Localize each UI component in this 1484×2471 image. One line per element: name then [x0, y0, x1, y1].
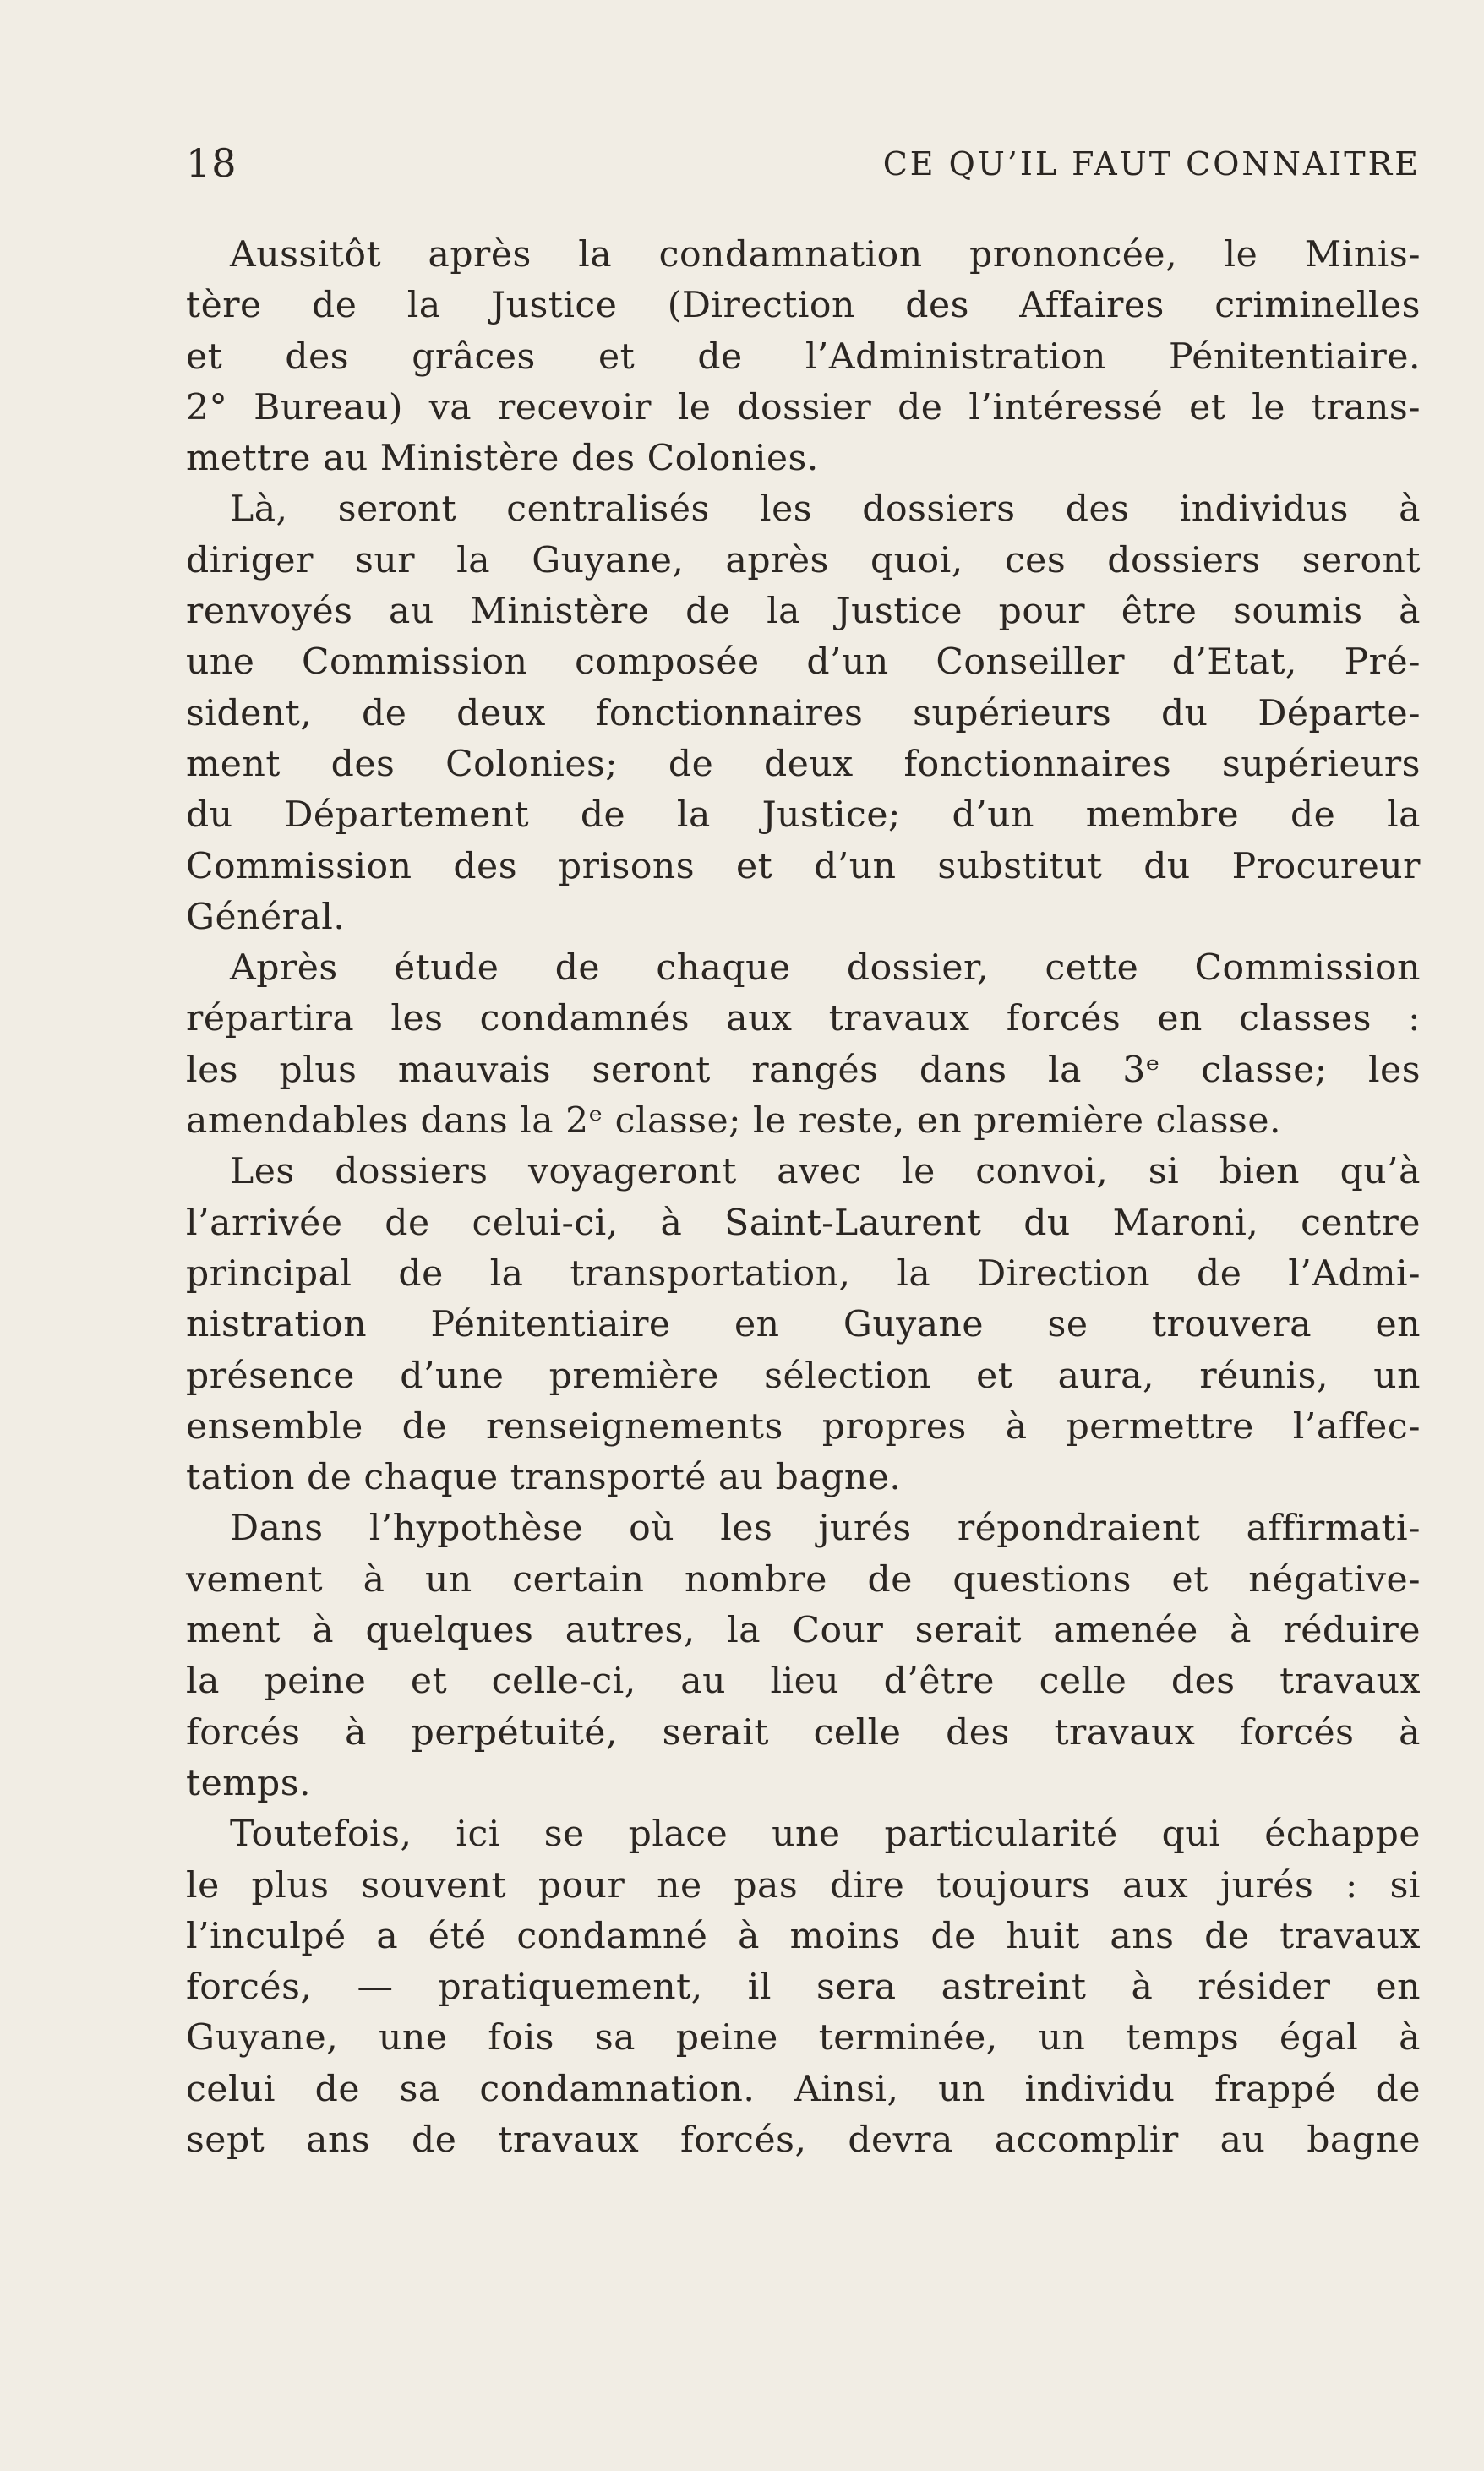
- text-line: une Commission composée d’un Conseiller d’Etat, Pré-: [186, 641, 1421, 684]
- paragraph: [186, 943, 1421, 1147]
- text-line: renvoyés au Ministère de la Justice pour être soumis à: [186, 591, 1421, 633]
- text-line: la peine et celle-ci, au lieu d’être celle des travaux: [186, 1661, 1421, 1703]
- paragraph: [186, 1809, 1421, 2166]
- text-line: sident, de deux fonctionnaires supérieurs du Départe-: [186, 692, 1421, 734]
- text-line: ensemble de renseignements propres à permettre l’affec-: [186, 1405, 1421, 1448]
- paragraph: [186, 230, 1421, 484]
- text-line: diriger sur la Guyane, après quoi, ces dossiers seront: [186, 539, 1421, 581]
- text-line: sept ans de travaux forcés, devra accomplir au bagne: [186, 2119, 1421, 2161]
- text-line: Général.: [186, 896, 346, 938]
- paragraph: [186, 484, 1421, 943]
- text-line: amendables dans la 2ᵉ classe; le reste, en première classe.: [186, 1100, 1282, 1143]
- text-line: celui de sa condamnation. Ainsi, un individu frappé de: [186, 2068, 1421, 2110]
- text-line: forcés à perpétuité, serait celle des travaux forcés à: [186, 1711, 1421, 1754]
- text-line: Aussitôt après la condamnation prononcée, le Minis-: [230, 234, 1421, 275]
- text-line: Toutefois, ici se place une particularité qui échappe: [230, 1814, 1421, 1856]
- running-title: CE QU’IL FAUT CONNAITRE: [882, 145, 1421, 183]
- page-number: 18: [186, 140, 237, 186]
- text-line: Les dossiers voyageront avec le convoi, si bien qu’à: [230, 1151, 1421, 1193]
- text-line: l’inculpé a été condamné à moins de huit ans de travaux: [186, 1915, 1421, 1957]
- text-line: Là, seront centralisés les dossiers des individus à: [230, 488, 1421, 531]
- text-line: le plus souvent pour ne pas dire toujours aux jurés : si: [186, 1864, 1421, 1906]
- text-line: Commission des prisons et d’un substitut du Procureur: [186, 845, 1421, 887]
- text-line: 2° Bureau) va recevoir le dossier de l’intéressé et le trans-: [186, 386, 1421, 428]
- text-line: principal de la transportation, la Direction de l’Admi-: [186, 1252, 1421, 1295]
- text-line: Après étude de chaque dossier, cette Commission: [230, 947, 1421, 990]
- text-line: nistration Pénitentiaire en Guyane se trouvera en: [186, 1304, 1421, 1346]
- text-line: présence d’une première sélection et aura, réunis, un: [186, 1355, 1421, 1397]
- text-line: mettre au Ministère des Colonies.: [186, 438, 819, 480]
- text-line: répartira les condamnés aux travaux forcés en classes :: [186, 998, 1421, 1040]
- text-line: du Département de la Justice; d’un membre de la: [186, 794, 1421, 837]
- text-line: l’arrivée de celui-ci, à Saint-Laurent du Maroni, centre: [186, 1202, 1421, 1244]
- text-line: et des grâces et de l’Administration Pénitentiaire.: [186, 335, 1421, 378]
- text-line: vement à un certain nombre de questions et négative-: [186, 1558, 1421, 1601]
- text-line: tère de la Justice (Direction des Affaires criminelles: [186, 285, 1421, 327]
- text-line: Guyane, une fois sa peine terminée, un temps égal à: [186, 2017, 1421, 2059]
- paragraph: [186, 1147, 1421, 1503]
- paragraph: [186, 1503, 1421, 1809]
- text-line: les plus mauvais seront rangés dans la 3ᵉ classe; les: [186, 1049, 1421, 1091]
- text-line: ment des Colonies; de deux fonctionnaires supérieurs: [186, 743, 1421, 785]
- text-line: tation de chaque transporté au bagne.: [186, 1457, 902, 1499]
- text-line: ment à quelques autres, la Cour serait amenée à réduire: [186, 1610, 1421, 1652]
- body-text: [186, 230, 1421, 2166]
- text-line: temps.: [186, 1762, 312, 1804]
- text-line: Dans l’hypothèse où les jurés répondraient affirmati-: [230, 1508, 1421, 1550]
- text-line: forcés, — pratiquement, il sera astreint à résider en: [186, 1966, 1421, 2009]
